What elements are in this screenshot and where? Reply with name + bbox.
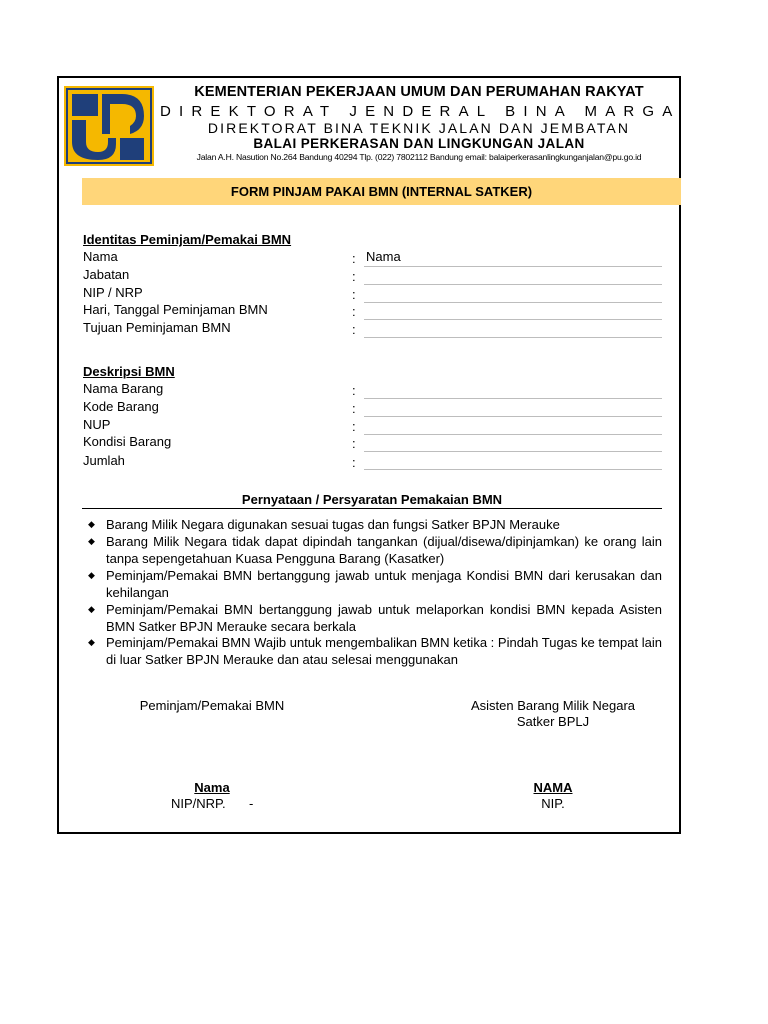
field-label-kode-barang: Kode Barang bbox=[83, 399, 159, 414]
statement-item: Peminjam/Pemakai BMN bertanggung jawab untuk melaporkan kondisi BMN kepada Asisten BMN Satker BPJN Merauke secara berkala bbox=[106, 602, 662, 634]
directorate-name: DIREKTORAT BINA TEKNIK JALAN DAN JEMBATAN bbox=[207, 120, 631, 136]
field-colon: : bbox=[352, 383, 356, 398]
field-label-nama-barang: Nama Barang bbox=[83, 381, 164, 396]
field-colon: : bbox=[352, 304, 356, 319]
borrower-section-heading: Identitas Peminjam/Pemakai BMN bbox=[83, 232, 292, 247]
signature-right-name: NAMA bbox=[533, 780, 573, 795]
item-section-heading: Deskripsi BMN bbox=[83, 364, 175, 379]
field-value-nama[interactable]: Nama bbox=[366, 249, 401, 264]
signature-right-role-line2: Satker BPLJ bbox=[516, 714, 590, 729]
field-colon: : bbox=[352, 269, 356, 284]
field-colon: : bbox=[352, 455, 356, 470]
field-label-nup: NUP bbox=[83, 417, 111, 432]
field-label-nip: NIP / NRP bbox=[83, 285, 143, 300]
bullet-icon: ◆ bbox=[88, 519, 95, 529]
field-colon: : bbox=[352, 287, 356, 302]
field-label-nama: Nama bbox=[83, 249, 118, 264]
directorate-general-name: DIREKTORAT JENDERAL BINA MARGA bbox=[160, 103, 681, 120]
field-line-nip[interactable] bbox=[364, 302, 662, 303]
field-line-jabatan[interactable] bbox=[364, 284, 662, 285]
signature-right-role-line1: Asisten Barang Milik Negara bbox=[470, 698, 636, 713]
field-colon: : bbox=[352, 401, 356, 416]
field-label-tanggal: Hari, Tanggal Peminjaman BMN bbox=[83, 302, 268, 317]
field-label-jumlah: Jumlah bbox=[83, 453, 125, 468]
bullet-icon: ◆ bbox=[88, 604, 95, 614]
signature-left-id-label: NIP/NRP. bbox=[171, 796, 226, 811]
statement-item: Barang Milik Negara digunakan sesuai tugas dan fungsi Satker BPJN Merauke bbox=[106, 517, 560, 532]
field-line-nama[interactable] bbox=[364, 266, 662, 267]
signature-left-role: Peminjam/Pemakai BMN bbox=[139, 698, 285, 713]
form-title: FORM PINJAM PAKAI BMN (INTERNAL SATKER) bbox=[230, 184, 533, 199]
field-colon: : bbox=[352, 322, 356, 337]
field-label-jabatan: Jabatan bbox=[83, 267, 130, 282]
office-name: BALAI PERKERASAN DAN LINGKUNGAN JALAN bbox=[253, 136, 585, 151]
field-line-tanggal[interactable] bbox=[364, 319, 662, 320]
field-line-tujuan[interactable] bbox=[364, 337, 662, 338]
statement-heading: Pernyataan / Persyaratan Pemakaian BMN bbox=[241, 492, 503, 507]
bullet-icon: ◆ bbox=[88, 637, 95, 647]
field-colon: : bbox=[352, 251, 356, 266]
field-line-jumlah[interactable] bbox=[364, 469, 662, 470]
statement-item: Peminjam/Pemakai BMN Wajib untuk mengembalikan BMN ketika : Pindah Tugas ke tempat lain di luar Satker BPJN Merauke dan atau selesai menggunakan bbox=[106, 635, 662, 667]
field-line-nup[interactable] bbox=[364, 434, 662, 435]
bullet-icon: ◆ bbox=[88, 536, 95, 546]
bullet-icon: ◆ bbox=[88, 570, 95, 580]
field-label-kondisi: Kondisi Barang bbox=[83, 434, 172, 449]
office-address: Jalan A.H. Nasution No.264 Bandung 40294 Tlp. (022) 7802112 Bandung email: balaiperkerasanlingkunganjalan@pu.go.id bbox=[196, 152, 642, 162]
field-colon: : bbox=[352, 436, 356, 451]
pu-logo-icon bbox=[64, 86, 154, 166]
signature-right-id-label: NIP. bbox=[541, 796, 565, 811]
field-colon: : bbox=[352, 419, 356, 434]
field-line-kondisi[interactable] bbox=[364, 451, 662, 452]
statement-item: Peminjam/Pemakai BMN bertanggung jawab untuk menjaga Kondisi BMN dari kerusakan dan kehilangan bbox=[106, 568, 662, 600]
statement-divider bbox=[82, 508, 662, 509]
signature-left-name: Nama bbox=[194, 780, 230, 795]
field-label-tujuan: Tujuan Peminjaman BMN bbox=[83, 320, 231, 335]
field-line-kode-barang[interactable] bbox=[364, 416, 662, 417]
field-line-nama-barang[interactable] bbox=[364, 398, 662, 399]
ministry-name: KEMENTERIAN PEKERJAAN UMUM DAN PERUMAHAN RAKYAT bbox=[194, 84, 644, 100]
signature-left-id-value: - bbox=[249, 796, 254, 811]
statement-item: Barang Milik Negara tidak dapat dipindah tangankan (dijual/disewa/dipinjamkan) ke orang lain tanpa sepengetahuan Kuasa Pengguna Barang (Kasatker) bbox=[106, 534, 662, 566]
